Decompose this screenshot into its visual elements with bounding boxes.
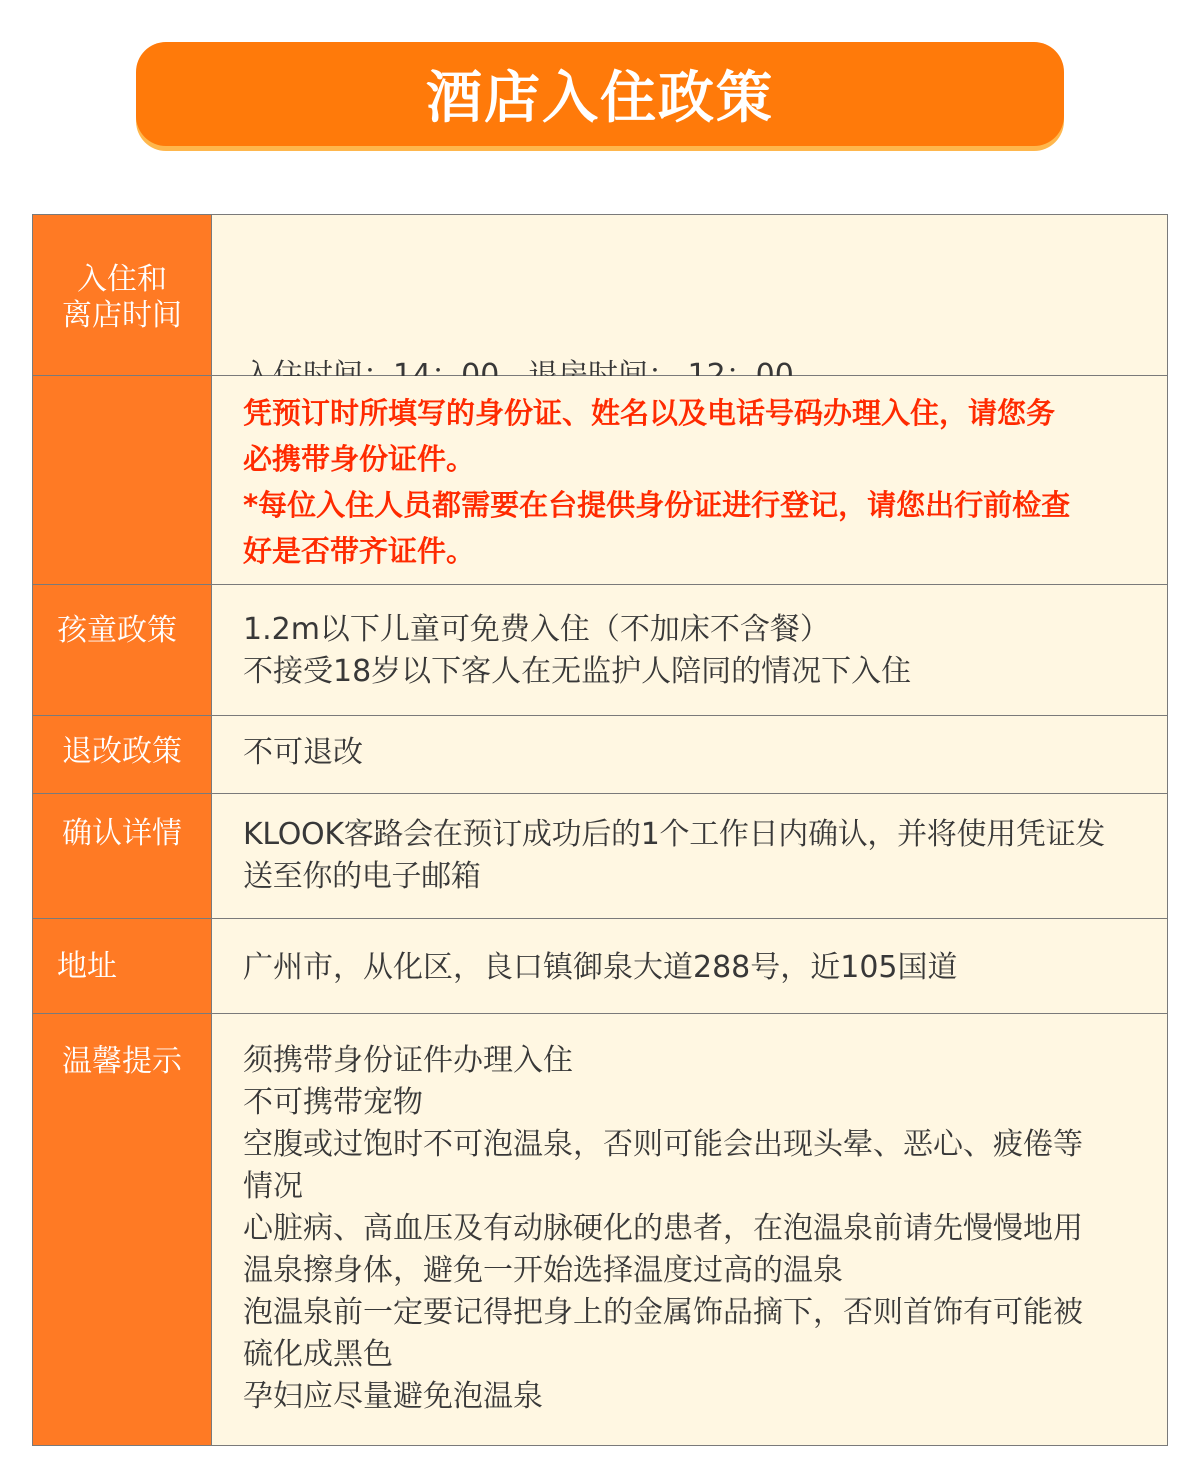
row-value — [212, 1014, 1167, 1445]
row-label-line: 入住和 — [77, 262, 167, 297]
row-label-empty — [33, 376, 212, 584]
row-label — [33, 215, 212, 375]
row-label — [33, 919, 212, 1013]
tip-line: 情况 — [243, 1169, 303, 1204]
row-value — [212, 215, 1167, 375]
row-confirmation — [33, 794, 1167, 919]
page-title: 酒店入住政策 — [426, 66, 774, 131]
row-id-notice — [33, 376, 1167, 585]
policy-table — [32, 214, 1168, 1446]
child-policy-line: 不接受18岁以下客人在无监护人陪同的情况下入住 — [243, 654, 912, 689]
tip-line: 心脏病、高血压及有动脉硬化的患者，在泡温泉前请先慢慢地用 — [243, 1211, 1083, 1246]
tip-line: 泡温泉前一定要记得把身上的金属饰品摘下，否则首饰有可能被 — [243, 1295, 1083, 1330]
row-cancellation-policy — [33, 716, 1167, 794]
id-notice-line: 凭预订时所填写的身份证、姓名以及电话号码办理入住，请您务 — [243, 396, 1056, 430]
confirmation-line: KLOOK客路会在预订成功后的1个工作日内确认，并将使用凭证发 — [243, 817, 1106, 852]
row-label — [33, 716, 212, 793]
title-banner — [136, 42, 1064, 146]
tip-line: 空腹或过饱时不可泡温泉，否则可能会出现头晕、恶心、疲倦等 — [243, 1127, 1083, 1162]
row-label-text: 温馨提示 — [62, 1044, 182, 1079]
row-value — [212, 585, 1167, 715]
id-notice — [212, 376, 1167, 584]
row-label-text: 孩童政策 — [57, 613, 177, 648]
row-label-text: 退改政策 — [62, 734, 182, 769]
row-address — [33, 919, 1167, 1014]
confirmation-line: 送至你的电子邮箱 — [243, 859, 481, 894]
row-value — [212, 919, 1167, 1013]
row-label — [33, 794, 212, 918]
cancellation-policy-value: 不可退改 — [243, 735, 363, 770]
row-tips — [33, 1014, 1167, 1445]
row-label — [33, 1014, 212, 1445]
row-label-text: 地址 — [57, 949, 117, 984]
row-value — [212, 716, 1167, 793]
row-label — [33, 585, 212, 715]
tip-line: 孕妇应尽量避免泡温泉 — [243, 1379, 543, 1414]
row-value — [212, 794, 1167, 918]
id-notice-line: *每位入住人员都需要在台提供身份证进行登记，请您出行前检查 — [243, 488, 1071, 522]
id-notice-line: 必携带身份证件。 — [243, 442, 476, 476]
id-notice-line: 好是否带齐证件。 — [243, 534, 476, 568]
tip-line: 温泉擦身体，避免一开始选择温度过高的温泉 — [243, 1253, 843, 1288]
row-label-text: 确认详情 — [62, 816, 182, 851]
tip-line: 不可携带宠物 — [243, 1085, 423, 1120]
child-policy-line: 1.2m以下儿童可免费入住（不加床不含餐） — [243, 612, 830, 647]
row-child-policy — [33, 585, 1167, 716]
tip-line: 硫化成黑色 — [243, 1337, 393, 1372]
tip-line: 须携带身份证件办理入住 — [243, 1043, 573, 1078]
address-value: 广州市，从化区，良口镇御泉大道288号，近105国道 — [243, 950, 958, 985]
row-check-in-out — [33, 215, 1167, 376]
row-label-line: 离店时间 — [62, 298, 182, 333]
